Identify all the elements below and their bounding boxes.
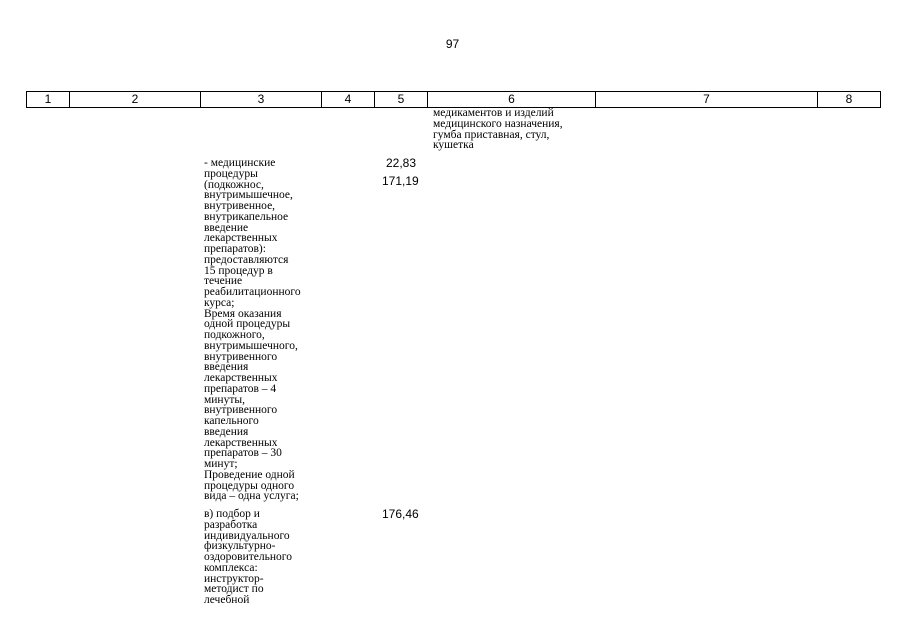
column-header-6: 6 <box>427 92 595 107</box>
medical-procedures-description: - медицинские процедуры (подкожнос, внутримышечное, внутривенное, внутрикапельное введение лекарственных препаратов): предоставляются 15 процедур в течение реабилитационного курса; Время оказания одной процедуры подкожного, внутримышечного, внутривенного введения лекарственных препаратов – 4 минуты, внутривенного капельного введения лекарственных препаратов – 30 минут; Проведение одной процедуры одного вида – одна услуга; <box>204 157 301 503</box>
column-header-3: 3 <box>200 92 321 107</box>
column-header-7: 7 <box>595 92 817 107</box>
table-header-row <box>26 91 881 108</box>
equipment-continuation-text: медикаментов и изделий медицинского назначения, гумба приставная, стул, кушетка <box>433 107 563 152</box>
procedure-value-1: 22,83 <box>386 156 417 170</box>
section-v-description: в) подбор и разработка индивидуального физкультурно- оздоровительного комплекса: инструктор- методист по лечебной <box>204 508 292 606</box>
column-header-5: 5 <box>374 92 427 107</box>
page-number: 97 <box>445 37 460 51</box>
column-header-4: 4 <box>321 92 374 107</box>
column-header-8: 8 <box>817 92 880 107</box>
column-header-1: 1 <box>44 92 52 106</box>
column-header-2: 2 <box>69 92 200 107</box>
procedure-value-2: 171,19 <box>382 174 419 188</box>
section-v-value: 176,46 <box>382 507 419 521</box>
